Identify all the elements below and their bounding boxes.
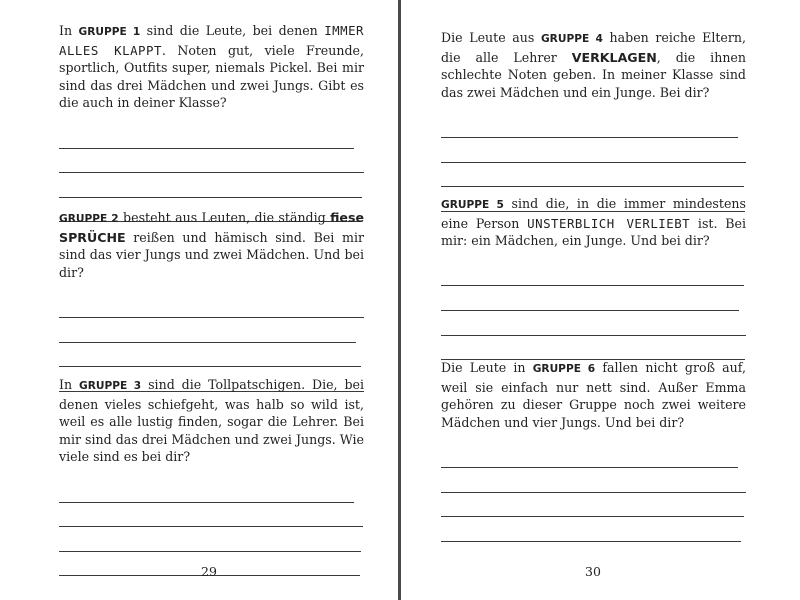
group-2-text: GRUPPE 2 besteht aus Leuten, die ständig fiese SPRÜCHE reißen und hämisch sind. Bei mir sind das vier Jungs und zwei Mädchen. Und bei dir? <box>59 210 365 280</box>
left-page <box>0 0 398 600</box>
group-5-highlight: UNSTERBLICH VERLIEBT <box>527 215 691 231</box>
group-4-text: Die Leute aus GRUPPE 4 haben reiche Eltern, die alle Lehrer VERKLAGEN, die ihnen schlechte Noten geben. In meiner Klasse sind das zwei Mädchen und ein Junge. Bei dir? <box>441 30 746 100</box>
answer-line[interactable] <box>59 318 356 343</box>
answer-line[interactable] <box>59 527 361 552</box>
answer-line[interactable] <box>441 443 738 468</box>
group-6-label: GRUPPE 6 <box>532 363 596 375</box>
page-number-left: 29 <box>201 564 217 579</box>
answer-line[interactable] <box>441 286 739 311</box>
group-1-label: GRUPPE 1 <box>78 26 141 38</box>
group-5-label: GRUPPE 5 <box>441 199 504 211</box>
answer-line[interactable] <box>59 343 361 368</box>
answer-line[interactable] <box>59 293 364 318</box>
page-number-right: 30 <box>585 564 601 579</box>
answer-line[interactable] <box>441 163 744 188</box>
group-2-section <box>59 209 364 392</box>
group-1-highlight: IMMER ALLES KLAPPT <box>59 23 365 58</box>
answer-line[interactable] <box>59 149 364 174</box>
answer-line[interactable] <box>441 311 746 336</box>
group-3-section <box>59 376 364 576</box>
answer-line[interactable] <box>59 503 363 528</box>
group-3-text: In GRUPPE 3 sind die Tollpatschigen. Die, bei denen vieles schiefgeht, was halb so wild ist, weil es alle lustig finden, sogar die Lehrer. Bei mir sind das drei Mädchen und zwei Jungs. Wie viele sind es bei dir? <box>59 377 365 465</box>
group-3-label: GRUPPE 3 <box>79 380 142 392</box>
answer-line[interactable] <box>441 336 745 361</box>
answer-lines[interactable] <box>59 124 364 222</box>
answer-lines[interactable] <box>441 443 746 541</box>
group-6-section <box>441 359 746 542</box>
answer-line[interactable] <box>441 493 744 518</box>
right-page <box>401 0 800 600</box>
group-4-label: GRUPPE 4 <box>540 33 603 45</box>
answer-line[interactable] <box>441 113 738 138</box>
group-4-section <box>441 29 746 212</box>
answer-line[interactable] <box>59 173 362 198</box>
answer-line[interactable] <box>59 124 354 149</box>
group-4-highlight: VERKLAGEN <box>571 49 657 65</box>
group-1-section <box>59 22 364 222</box>
group-2-highlight: fiese SPRÜCHE <box>59 210 365 245</box>
group-1-text: In GRUPPE 1 sind die Leute, bei denen IMMER ALLES KLAPPT. Noten gut, viele Freunde, sportlich, Outfits super, niemals Pickel. Bei mir sind das drei Mädchen und zwei Jungs. Gibt es die auch in deiner Klasse? <box>59 23 365 111</box>
answer-line[interactable] <box>441 468 746 493</box>
group-5-text: GRUPPE 5 sind die, in die immer mindestens eine Person UNSTERBLICH VERLIEBT ist. Bei mir: ein Mädchen, ein Junge. Und bei dir? <box>441 196 746 249</box>
answer-line[interactable] <box>441 517 741 542</box>
answer-line[interactable] <box>441 138 746 163</box>
group-6-text: Die Leute in GRUPPE 6 fallen nicht groß auf, weil sie einfach nur nett sind. Außer Emma gehören zu dieser Gruppe noch zwei weitere Mädchen und vier Jungs. Und bei dir? <box>441 360 746 430</box>
answer-lines[interactable] <box>59 478 364 576</box>
group-2-label: GRUPPE 2 <box>59 213 119 225</box>
answer-line[interactable] <box>441 262 744 287</box>
answer-line[interactable] <box>59 478 354 503</box>
answer-lines[interactable] <box>441 262 746 360</box>
group-5-section <box>441 195 746 360</box>
